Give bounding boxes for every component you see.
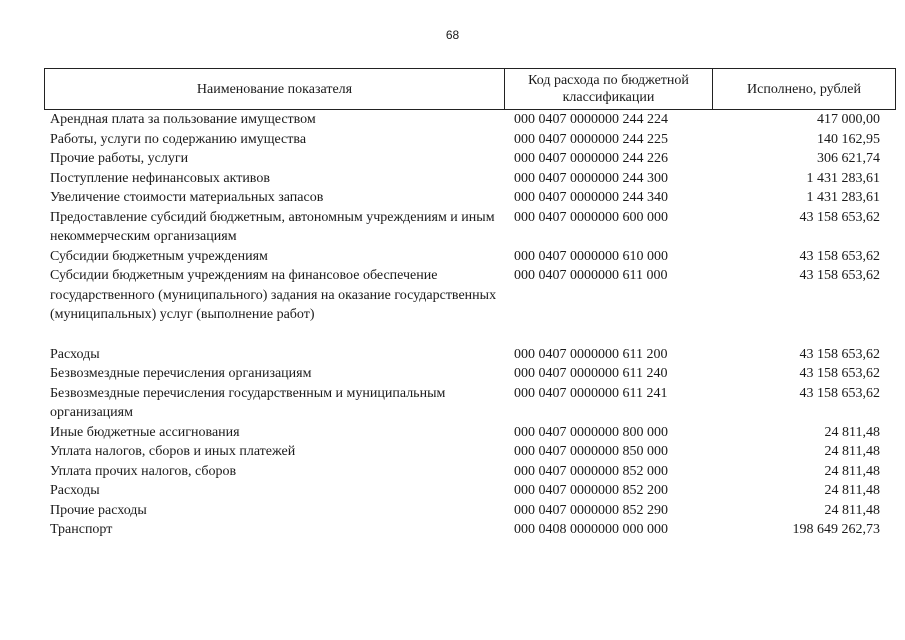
table-row (44, 149, 896, 169)
table-row (44, 462, 896, 482)
executed-amount: 306 621,74 (817, 151, 880, 166)
budget-code: 000 0407 0000000 611 000 (514, 268, 668, 283)
executed-amount: 24 811,48 (824, 424, 880, 440)
executed-amount: 43 158 653,62 (799, 209, 880, 225)
indicator-name: Иные бюджетные ассигнования (50, 424, 240, 440)
table-row (44, 110, 896, 130)
table-row (44, 384, 896, 423)
table-row (44, 169, 896, 189)
executed-amount: 43 158 653,62 (799, 385, 880, 401)
indicator-name: Уплата налогов, сборов и иных платежей (50, 444, 296, 459)
budget-code: 000 0407 0000000 611 241 (514, 385, 668, 401)
indicator-name: Предоставление субсидий бюджетным, автономным учреждениям и иным некоммерческим организациям (50, 209, 495, 244)
indicator-name: Субсидии бюджетным учреждениям на финансовое обеспечение государственного (муниципального) задания на оказание государственных (муниципальных) услуг (выполнение работ) (50, 268, 497, 322)
indicator-name: Субсидии бюджетным учреждениям (50, 248, 268, 264)
table-row (44, 520, 896, 540)
table-row (44, 481, 896, 501)
indicator-name: Поступление нефинансовых активов (50, 170, 270, 186)
executed-amount: 43 158 653,62 (799, 366, 880, 381)
budget-code: 000 0407 0000000 852 200 (514, 483, 668, 498)
table-row (44, 266, 896, 325)
table-row (44, 247, 896, 267)
indicator-name: Прочие расходы (50, 502, 147, 518)
table-row (44, 345, 896, 365)
budget-code: 000 0408 0000000 000 000 (514, 522, 668, 537)
budget-execution-table (44, 68, 896, 540)
row-spacer (44, 325, 896, 345)
indicator-name: Прочие работы, услуги (50, 151, 189, 166)
budget-code: 000 0407 0000000 244 340 (514, 190, 668, 205)
header-indicator-name: Наименование показателя (45, 69, 505, 109)
header-executed-amount: Исполнено, рублей (747, 81, 861, 97)
indicator-name: Увеличение стоимости материальных запасов (50, 190, 324, 205)
executed-amount: 1 431 283,61 (806, 190, 880, 205)
table-header (44, 68, 896, 110)
budget-code: 000 0407 0000000 244 300 (514, 170, 668, 186)
executed-amount: 417 000,00 (817, 112, 880, 127)
table-row (44, 442, 896, 462)
budget-code: 000 0407 0000000 800 000 (514, 424, 668, 440)
executed-amount: 24 811,48 (824, 444, 880, 459)
indicator-name: Безвозмездные перечисления организациям (50, 366, 312, 381)
table-body (44, 110, 896, 540)
executed-amount: 43 158 653,62 (799, 268, 880, 283)
budget-code: 000 0407 0000000 850 000 (514, 444, 668, 459)
header-budget-code: Код расхода по бюджетной классификации (505, 69, 713, 109)
budget-code: 000 0407 0000000 610 000 (514, 248, 668, 264)
indicator-name: Работы, услуги по содержанию имущества (50, 131, 307, 147)
executed-amount: 140 162,95 (817, 131, 880, 147)
executed-amount: 198 649 262,73 (792, 522, 880, 537)
indicator-name: Расходы (50, 346, 100, 362)
indicator-name: Уплата прочих налогов, сборов (50, 463, 237, 479)
indicator-name: Арендная плата за пользование имуществом (50, 112, 316, 127)
indicator-name: Расходы (50, 483, 100, 498)
table-row (44, 188, 896, 208)
table-row (44, 364, 896, 384)
budget-code: 000 0407 0000000 600 000 (514, 209, 668, 225)
indicator-name: Безвозмездные перечисления государственным и муниципальным организациям (50, 385, 446, 420)
budget-code: 000 0407 0000000 611 200 (514, 346, 668, 362)
executed-amount: 43 158 653,62 (799, 248, 880, 264)
table-row (44, 423, 896, 443)
budget-code: 000 0407 0000000 244 225 (514, 131, 668, 147)
executed-amount: 24 811,48 (824, 502, 880, 518)
budget-code: 000 0407 0000000 244 226 (514, 151, 668, 166)
page-number: 68 (445, 28, 460, 42)
table-row (44, 501, 896, 521)
budget-code: 000 0407 0000000 611 240 (514, 366, 668, 381)
budget-code: 000 0407 0000000 852 290 (514, 502, 668, 518)
budget-code: 000 0407 0000000 852 000 (514, 463, 668, 479)
executed-amount: 24 811,48 (824, 483, 880, 498)
table-row (44, 208, 896, 247)
budget-code: 000 0407 0000000 244 224 (514, 112, 668, 127)
table-row (44, 130, 896, 150)
executed-amount: 24 811,48 (824, 463, 880, 479)
executed-amount: 1 431 283,61 (806, 170, 880, 186)
indicator-name: Транспорт (50, 522, 113, 537)
executed-amount: 43 158 653,62 (799, 346, 880, 362)
